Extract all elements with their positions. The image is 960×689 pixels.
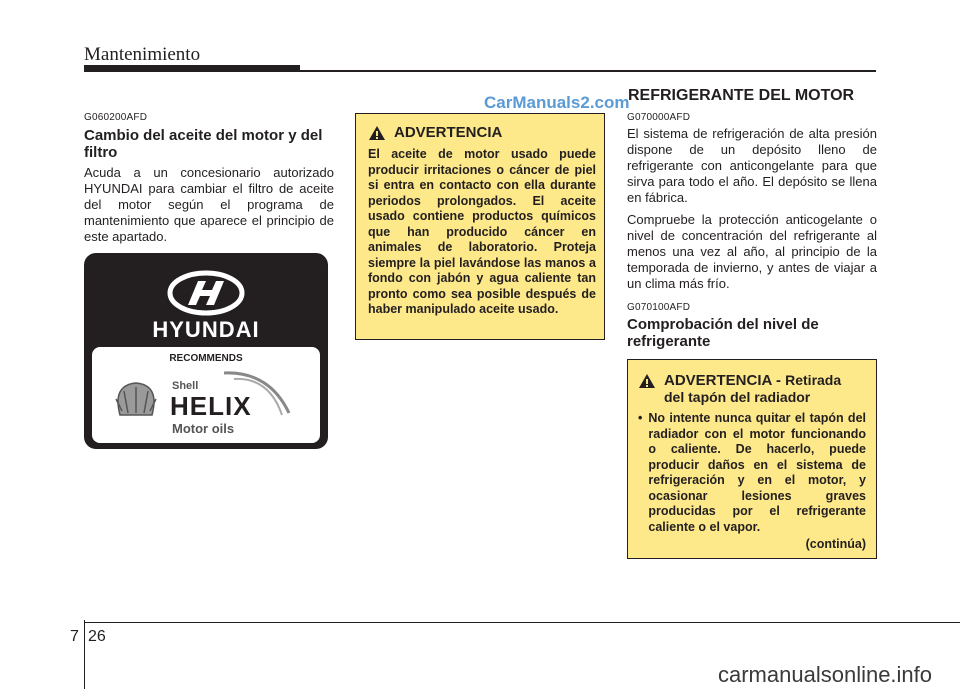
chapter-number: 7 <box>70 628 79 645</box>
site-watermark[interactable]: carmanualsonline.info <box>718 662 933 687</box>
recommends-text: RECOMMENDS <box>169 353 243 364</box>
radiator-warning-title-suffix: Retirada <box>785 372 842 388</box>
warning-text: El aceite de motor usado puede producir irritaciones o cáncer de piel si entra en contacto con ella durante periodos prolongados. El aceite usado contiene productos químicos que han producido cáncer en animales de laboratorio. Proteja siempre la piel lavándose las manos a fondo con jabón y agua caliente tan pronto como sea posible después de haber manipulado aceite usado. <box>368 147 596 316</box>
header-rule-thick <box>84 65 300 72</box>
warning-triangle-icon <box>368 125 386 141</box>
coolant-body <box>627 126 877 298</box>
section-header: Mantenimiento <box>84 44 201 65</box>
hyundai-shell-logo <box>84 253 328 449</box>
continues-label: (continúa) <box>805 537 866 551</box>
radiator-warning-bullet <box>638 411 866 535</box>
helix-wordmark: HELIX <box>170 391 252 421</box>
radiator-warning-text: No intente nunca quitar el tapón del radiador con el motor funcionando o caliente. De hacerlo, puede producir daños en el sistema de refrigeración y en el motor, y ocasionar lesiones graves producidas por el refrigerante caliente o el vapor. <box>648 411 866 534</box>
hyundai-wordmark: HYUNDAI <box>152 317 260 342</box>
coolant-paragraph-2: Compruebe la protección anticogelante o nivel de concentración del refrigerante al menos una vez al año, al principio de la temporada de invierno, y antes de viajar a un clima más frío. <box>627 212 877 291</box>
crop-mark-vertical <box>84 620 85 689</box>
section-code: G060200AFD <box>84 112 148 123</box>
footer-rule <box>84 622 960 623</box>
section-heading: Cambio del aceite del motor y del filtro <box>84 127 323 161</box>
coolant-section-title: REFRIGERANTE DEL MOTOR <box>628 87 855 104</box>
radiator-warning-title <box>638 372 866 405</box>
hyundai-shell-logo-graphic <box>84 253 328 449</box>
coolant-level-heading: Comprobación del nivel de refrigerante <box>627 316 819 350</box>
motor-oils-text: Motor oils <box>172 421 235 436</box>
watermark-link[interactable]: CarManuals2.com <box>484 93 630 112</box>
coolant-code: G070000AFD <box>627 112 691 123</box>
radiator-warning-subtitle: del tapón del radiador <box>664 389 811 405</box>
shell-text: Shell <box>172 380 199 392</box>
coolant-level-code: G070100AFD <box>627 302 691 313</box>
warning-title <box>368 124 596 141</box>
header-rule-thin <box>300 70 876 72</box>
bullet-icon: • <box>638 411 643 425</box>
warning-triangle-icon <box>638 373 656 389</box>
coolant-paragraph-1: El sistema de refrigeración de alta presión dispone de un depósito lleno de refrigerante con anticongelante para que sirva para todo el año. El depósito se llena en fábrica. <box>627 126 877 205</box>
radiator-warning-box <box>627 359 877 559</box>
radiator-warning-title-text: ADVERTENCIA - <box>664 372 781 389</box>
page-number: 26 <box>88 628 106 645</box>
section-body: Acuda a un concesionario autorizado HYUNDAI para cambiar el filtro de aceite del motor según el programa de mantenimiento que aparece el principio de este apartado. <box>84 165 334 244</box>
warning-title-text: ADVERTENCIA <box>394 124 503 141</box>
oil-warning-box <box>355 113 605 340</box>
